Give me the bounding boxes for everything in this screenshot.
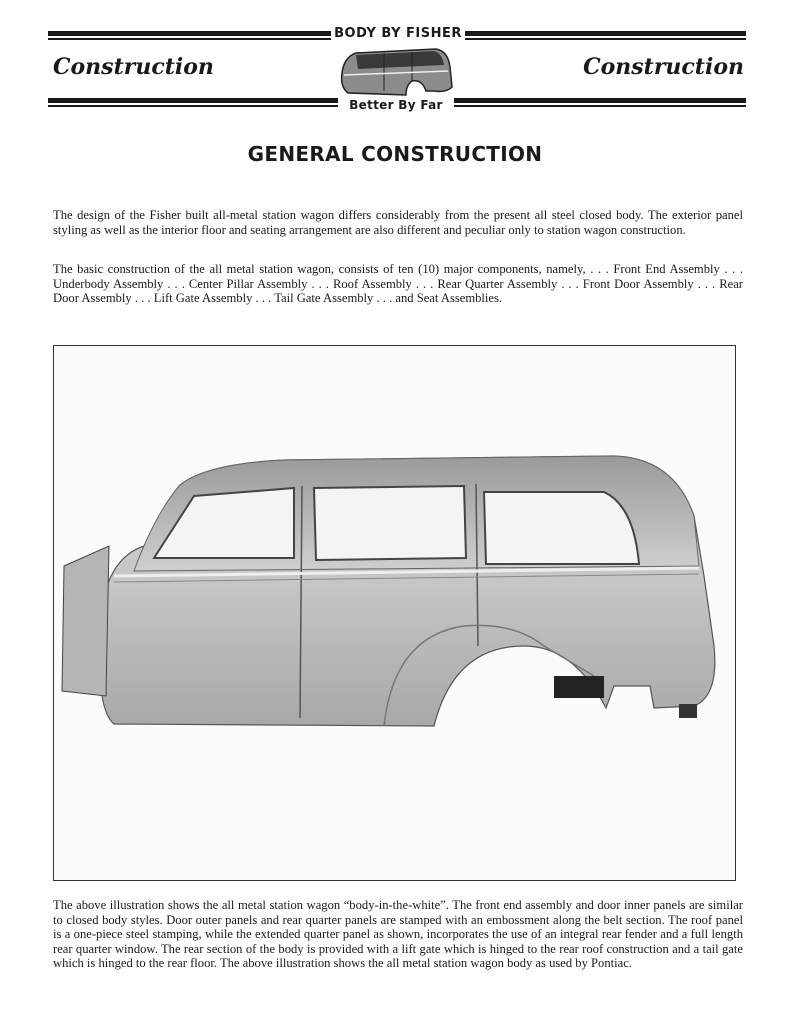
tail-light-opening xyxy=(679,704,697,718)
header-script-left: Construction xyxy=(53,54,214,80)
header-slogan: Better By Far xyxy=(349,98,443,112)
front-end-assembly xyxy=(62,546,109,696)
rear-quarter-window xyxy=(484,492,639,564)
station-wagon-illustration xyxy=(53,345,736,881)
wheel-opening xyxy=(554,676,604,698)
header-rule xyxy=(48,31,331,40)
header-rule xyxy=(48,98,338,107)
header-rule xyxy=(454,98,746,107)
header-script-right: Construction xyxy=(583,54,744,80)
rear-door-window xyxy=(314,486,466,560)
station-wagon-body-icon xyxy=(336,43,456,99)
page-title: GENERAL CONSTRUCTION xyxy=(247,142,543,166)
intro-paragraph: The design of the Fisher built all-metal station wagon differs considerably from the present all steel closed body. The exterior panel styling as well as the interior floor and seating arrangement are also different and peculiar only to station wagon construction. xyxy=(53,208,743,237)
components-paragraph: The basic construction of the all metal station wagon, consists of ten (10) major components, namely, . . . Front End Assembly . . . Underbody Assembly . . . Center Pillar Assembly . . . Roof Assembly . . . Rear Quarter Assembly . . . Front Door Assembly . . . Rear Door Assembly . . . Lift Gate Assembly . . . Tail Gate Assembly . . . and Seat Assemblies. xyxy=(53,262,743,306)
header-rule xyxy=(465,31,746,40)
station-wagon-body-drawing xyxy=(54,346,737,882)
caption-paragraph: The above illustration shows the all metal station wagon “body-in-the-white”. The front end assembly and door inner panels are similar to closed body styles. Door outer panels and rear quarter panels are stamped with an embossment along the belt section. The roof panel is a one-piece steel stamping, while the extended quarter panel as shown, incorporates the use of an integral rear fender and a full length rear quarter window. The rear section of the body is provided with a lift gate which is hinged to the rear roof construction and a tail gate which is hinged to the rear floor. The above illustration shows the all metal station wagon body as used by Pontiac. xyxy=(53,898,743,971)
page-header xyxy=(48,26,746,116)
header-brand: BODY BY FISHER xyxy=(334,26,462,41)
